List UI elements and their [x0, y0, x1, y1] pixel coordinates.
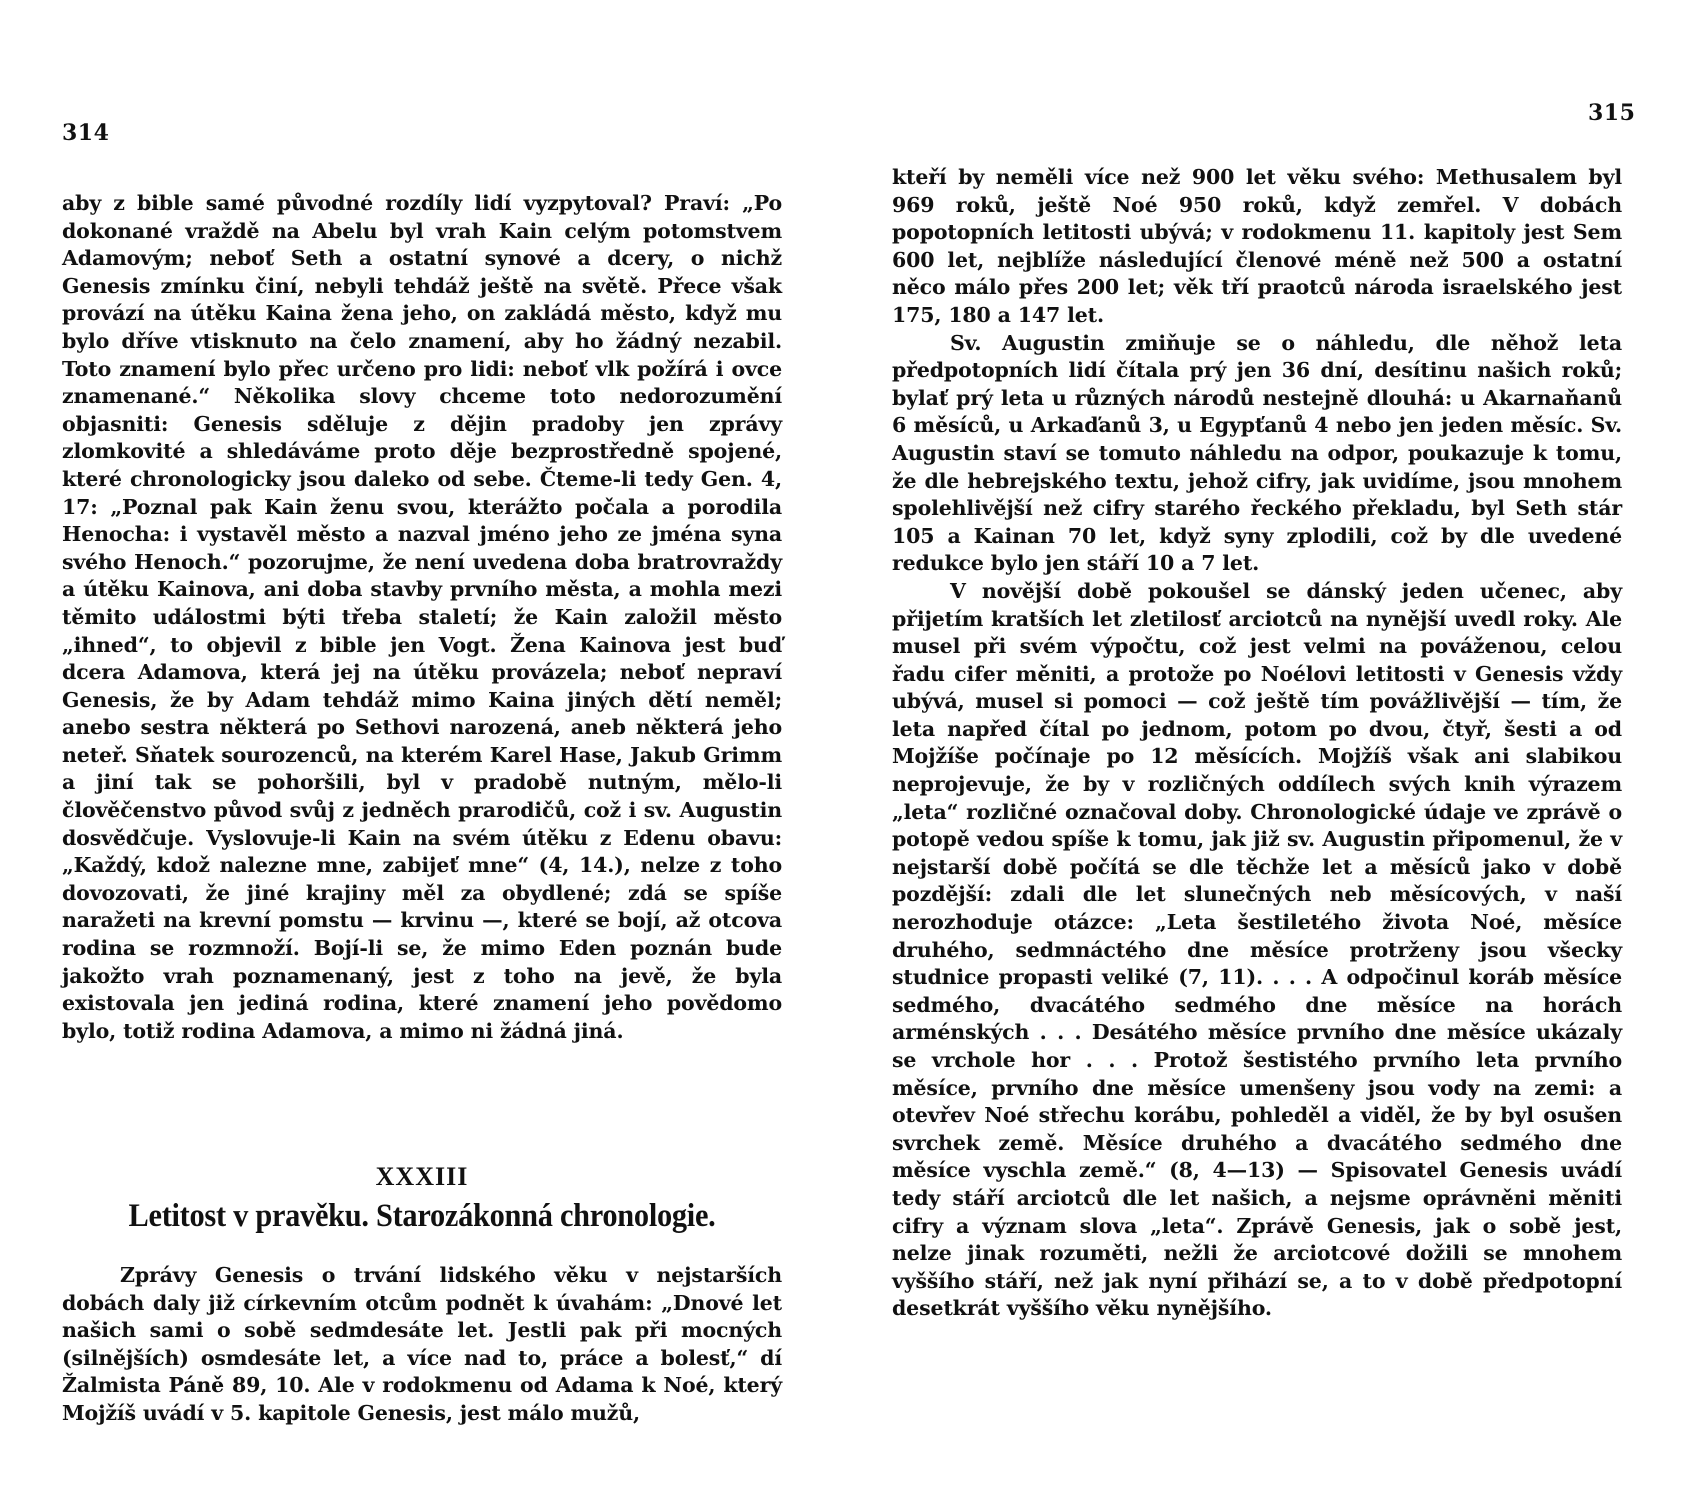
left-page-number: 314 — [62, 120, 110, 146]
right-paragraph: V novější době pokoušel se dánský jeden učenec, aby přijetím kratších let zletilosť arciotců na nynější uvedl roky. Ale musel při svém výpočtu, což jest velmi na pováženou, celou řadu cifer měniti, a protože po Noélovi letitosti v Genesis vždy ubývá, musel si pomoci — což ještě tím povážlivější — tím, že leta napřed čítal po jednom, potom po dvou, čtyř, šesti a od Mojžíše počínaje po 12 měsících. Mojžíš však ani slabikou neprojevuje, že by v rozličných oddílech svých knih výrazem „leta“ rozličné označoval doby. Chronologické údaje ve zprávě o potopě vedou spíše k tomu, jak již sv. Augustin připomenul, že v nejstarší době počítá se dle těchže let a měsíců jako v době pozdější: zdali dle let slunečných neb měsícových, v naší nerozhoduje otázce: „Leta šestiletého života Noé, měsíce druhého, sedmnáctého dne měsíce protrženy jsou všecky studnice propasti veliké (7, 11). . . . A odpočinul koráb měsíce sedmého, dvacátého sedmého dne měsíce na horách arménských . . . Desátého měsíce prvního dne měsíce ukázaly se vrchole hor . . . Protož šestistého prvního leta prvního měsíce, prvního dne měsíce umenšeny jsou vody na zemi: a otevřev Noé střechu korábu, pohleděl a viděl, že by byl osušen svrchek země. Měsíce druhého a dvacátého sedmého dne měsíce vyschla země.“ (8, 4—13) — Spisovatel Genesis uvádí tedy stáří arciotců dle let našich, a nejsme oprávněni měniti cifry a význam slova „leta“. Zprávě Genesis, jak o sobě jest, nelze jinak rozuměti, nežli že arciotcové dožili se mnohem vyššího stáří, než jak nyní přihází se, a to v době předpotopní desetkrát vyššího věku nynějšího. — [892, 578, 1622, 1321]
right-page-number: 315 — [1588, 100, 1636, 126]
chapter-title: Letitost v pravěku. Starozákonná chronologie. — [128, 1198, 716, 1234]
left-page-body — [62, 190, 782, 1045]
right-page — [842, 0, 1684, 1500]
right-paragraph: kteří by neměli více než 900 let věku svého: Methusalem byl 969 roků, ještě Noé 950 roků, když zemřel. V dobách popotopních letitosti ubývá; v rodokmenu 11. kapitoly jest Sem 600 let, nejblíže následující členové méně než 500 a ostatní něco málo přes 200 let; věk tří praotců národa israelského jest 175, 180 a 147 let. — [892, 165, 1622, 327]
right-paragraph: Sv. Augustin zmiňuje se o náhledu, dle něhož leta předpotopních lidí čítala prý jen 36 dní, desítinu našich roků; bylať prý leta u různých národů nestejně dlouhá: u Akarnaňanů 6 měsíců, u Arkaďanů 3, u Egypťanů 4 nebo jen jeden měsíc. Sv. Augustin staví se tomuto náhledu na odpor, poukazuje k tomu, že dle hebrejského textu, jehož cifry, jak uvidíme, jsou mnohem spolehlivější než cifry starého řeckého překladu, byl Seth stár 105 a Kainan 70 let, když syny zplodili, což by dle uvedené redukce bylo jen stáří 10 a 7 let. — [892, 330, 1622, 576]
left-paragraph: aby z bible samé původné rozdíly lidí vyzpytoval? Praví: „Po dokonané vraždě na Abelu byl vrah Kain celým potomstvem Adamovým; neboť Seth a ostatní synové a dcery, o nichž Genesis zmínku činí, nebyli tehdáž ještě na světě. Přece však provází na útěku Kaina žena jeho, on zakládá město, když mu bylo dříve vtisknuto na čelo znamení, aby ho žádný nezabil. Toto znamení bylo přec určeno pro lidi: neboť vlk požírá i ovce znamenané.“ Několika slovy chceme toto nedorozumění objasniti: Genesis sděluje z dějin pradoby jen zprávy zlomkovité a shledáváme proto děje bezprostředně spojené, které chronologicky jsou daleko od sebe. Čteme-li tedy Gen. 4, 17: „Poznal pak Kain ženu svou, kterážto počala a porodila Henocha: i vystavěl město a nazval jméno jeho ze jména syna svého Henoch.“ pozorujme, že není uvedena doba bratrovraždy a útěku Kainova, ani doba stavby prvního města, a mohla mezi těmito událostmi býti třeba staletí; že Kain založil město „ihned“, to objevil z bible jen Vogt. Žena Kainova jest buď dcera Adamova, která jej na útěku provázela; neboť nepraví Genesis, že by Adam tehdáž mimo Kaina jiných dětí neměl; anebo sestra některá po Sethovi narozená, aneb některá jeho neteř. Sňatek sourozenců, na kterém Karel Hase, Jakub Grimm a jiní tak se pohoršili, byl v pradobě nutným, mělo-li člověčenstvo původ svůj z jedněch prarodičů, což i sv. Augustin dosvědčuje. Vyslovuje-li Kain na svém útěku z Edenu obavu: „Každý, kdož nalezne mne, zabijeť mne“ (4, 14.), nelze z toho dovozovati, že jiné krajiny měl za obydlené; zdá se spíše naražeti na krevní pomstu — krvinu —, které se bojí, až otcova rodina se rozmnoží. Bojí-li se, že mimo Eden poznán bude jakožto vrah poznamenaný, jest z toho na jevě, že byla existovala jen jediná rodina, které znamení jeho povědomo bylo, totiž rodina Adamova, a mimo ni žádná jiná. — [62, 191, 782, 1043]
right-page-body — [892, 164, 1622, 1323]
chapter-number: XXXIII — [375, 1162, 469, 1191]
chapter-body — [62, 1262, 782, 1428]
chapter-paragraph: Zprávy Genesis o trvání lidského věku v nejstarších dobách daly již církevním otcům podnět k úvahám: „Dnové let našich sami o sobě sedmdesáte let. Jestli pak při mocných (silnějších) osmdesáte let, a více nad to, práce a bolesť,“ dí Žalmista Páně 89, 10. Ale v rodokmenu od Adama k Noé, který Mojžíš uvádí v 5. kapitole Genesis, jest málo mužů, — [62, 1263, 782, 1425]
